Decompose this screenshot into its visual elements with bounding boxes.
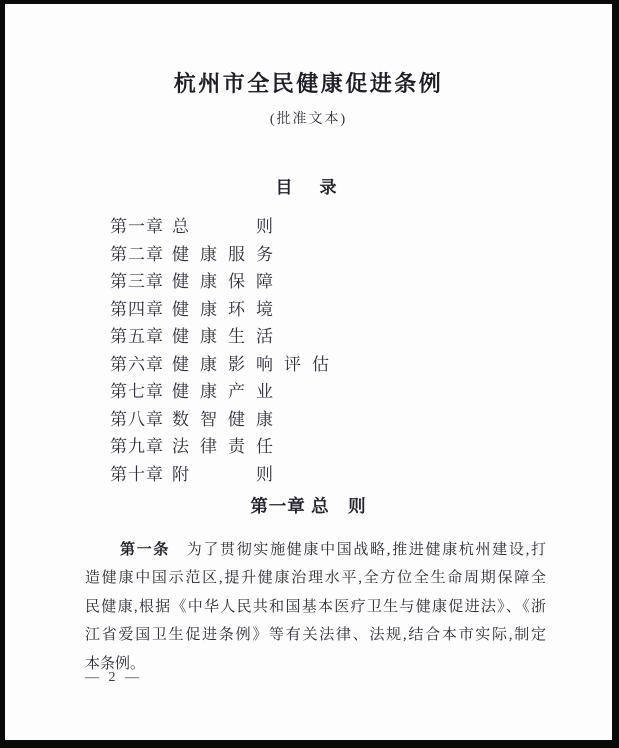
toc-item	[110, 406, 572, 434]
toc-heading: 目 录	[275, 178, 342, 197]
toc-item	[110, 378, 572, 406]
toc-chapter-title: 健康影响评估	[172, 354, 340, 374]
toc-chapter-label: 第七章	[110, 382, 164, 401]
document-subtitle: (批准文本)	[269, 112, 348, 127]
toc-item	[110, 268, 572, 296]
document-title: 杭州市全民健康促进条例	[173, 71, 444, 96]
table-of-contents	[110, 213, 572, 488]
toc-chapter-title: 健康服务	[172, 244, 284, 264]
paragraph-line: 本条例。	[85, 655, 146, 672]
toc-item	[110, 296, 572, 324]
toc-chapter-title: 附 则	[172, 464, 284, 484]
toc-chapter-label: 第八章	[110, 409, 164, 429]
toc-chapter-label: 第四章	[110, 299, 164, 319]
paragraph-line: 民健康,根据《中华人民共和国基本医疗卫生与健康促进法》、《浙	[85, 598, 546, 615]
toc-item	[110, 241, 572, 269]
toc-chapter-label: 第九章	[110, 437, 164, 456]
paragraph-line	[85, 536, 546, 564]
toc-chapter-title: 法律责任	[172, 437, 284, 456]
toc-chapter-title: 数智健康	[172, 409, 284, 429]
toc-chapter-label: 第五章	[110, 327, 164, 346]
article-number: 第一条	[120, 542, 171, 558]
toc-chapter-title: 健康生活	[172, 327, 284, 346]
toc-chapter-label: 第三章	[110, 272, 164, 291]
toc-item	[110, 351, 572, 379]
page-number: — 2 —	[85, 670, 142, 685]
toc-item	[110, 433, 572, 461]
toc-chapter-title: 总 则	[172, 217, 284, 236]
paragraph-line: 造健康中国示范区,提升健康治理水平,全方位全生命周期保障全	[85, 570, 546, 587]
toc-chapter-label: 第一章	[110, 217, 164, 236]
toc-chapter-title: 健康产业	[172, 382, 284, 401]
toc-chapter-label: 第二章	[110, 244, 164, 264]
toc-chapter-label: 第十章	[110, 464, 164, 484]
toc-chapter-title: 健康环境	[172, 299, 284, 319]
article-paragraph	[85, 536, 546, 678]
chapter-one-heading: 第一章 总 则	[250, 496, 367, 516]
toc-item	[110, 461, 572, 489]
toc-item	[110, 323, 572, 351]
toc-item	[110, 213, 572, 241]
paragraph-line: 江省爱国卫生促进条例》等有关法律、法规,结合本市实际,制定	[85, 627, 546, 644]
paragraph-text: 为了贯彻实施健康中国战略,推进健康杭州建设,打	[170, 542, 546, 558]
toc-chapter-title: 健康保障	[172, 272, 284, 291]
toc-chapter-label: 第六章	[110, 354, 164, 374]
